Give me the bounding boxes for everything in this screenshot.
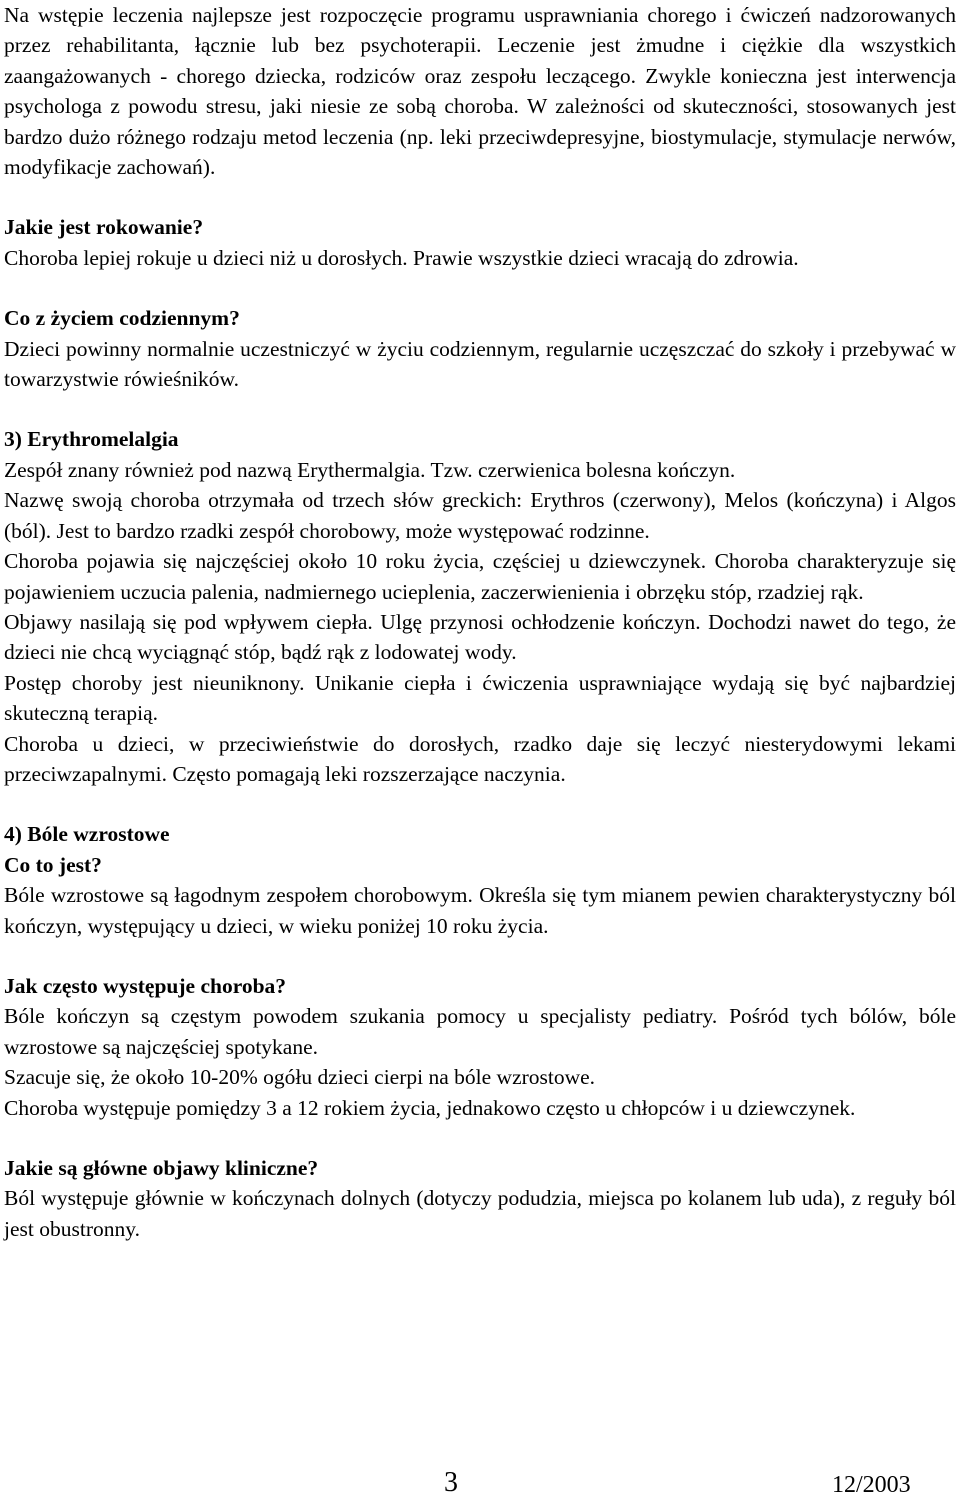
frequency-paragraph: Choroba występuje pomiędzy 3 a 12 rokiem życia, jednakowo często u chłopców i u dziewczynek. [4,1095,856,1120]
intro-paragraph: Na wstępie leczenia najlepsze jest rozpoczęcie programu usprawniania chorego i ćwiczeń nadzorowanych przez rehabilitanta, łącznie lub bez psychoterapii. Leczenie jest żmudne i ciężkie dla wszystkich zaangażowanych - chorego dziecka, rodziców oraz zespołu leczącego. Zwykle konieczna jest interwencja psychologa z powodu stresu, jaki niesie ze sobą choroba. W zależności od skuteczności, stosowanych jest bardzo dużo różnego rodzaju metod leczenia (np. leki przeciwdepresyjne, biostymulacje, stymulacje nerwów, modyfikacje zachowań). [4,3,956,180]
erythromelalgia-paragraph: Choroba pojawia się najczęściej około 10 roku życia, częściej u dziewczynek. Choroba charakteryzuje się pojawieniem uczucia palenia, nadmiernego ucieplenia, zaczerwienienia i obrzęku stóp, rzadziej rąk. [4,549,956,604]
erythromelalgia-paragraph: Zespół znany również pod nazwą Erythermalgia. Tzw. czerwienica bolesna kończyn. [4,457,736,482]
growing-pains-heading: 4) Bóle wzrostowe [4,822,170,847]
erythromelalgia-paragraph: Choroba u dzieci, w przeciwieństwie do dorosłych, rzadko daje się leczyć niesterydowymi lekami przeciwzapalnymi. Często pomagają leki rozszerzające naczynia. [4,731,956,786]
prognosis-text: Choroba lepiej rokuje u dzieci niż u dorosłych. Prawie wszystkie dzieci wracają do zdrowia. [4,245,799,270]
footer-date: 12/2003 [832,1472,911,1498]
erythromelalgia-paragraph: Nazwę swoją choroba otrzymała od trzech słów greckich: Erythros (czerwony), Melos (kończyna) i Algos (ból). Jest to bardzo rzadki zespół chorobowy, może występować rodzinne. [4,488,956,543]
page-number: 3 [444,1467,458,1498]
daily-life-text: Dzieci powinny normalnie uczestniczyć w życiu codziennym, regularnie uczęszczać do szkoły i przebywać w towarzystwie rówieśników. [4,336,956,392]
frequency-paragraph: Bóle kończyn są częstym powodem szukania pomocy u specjalisty pediatry. Pośród tych bólów, bóle wzrostowe są najczęściej spotykane. [4,1004,956,1059]
erythromelalgia-paragraph: Postęp choroby jest nieuniknony. Unikanie ciepła i ćwiczenia usprawniające wydają się być najbardziej skuteczną terapią. [4,670,956,726]
symptoms-text: Ból występuje głównie w kończynach dolnych (dotyczy podudzia, miejsca po kolanem lub uda), z reguły ból jest obustronny. [4,1186,956,1241]
symptoms-heading: Jakie są główne objawy kliniczne? [4,1156,319,1180]
frequency-heading: Jak często występuje choroba? [4,973,287,998]
growing-pains-text: Bóle wzrostowe są łagodnym zespołem chorobowym. Określa się tym mianem pewien charakterystyczny ból kończyn, występujący u dzieci, w wieku poniżej 10 roku życia. [4,883,956,938]
daily-life-heading: Co z życiem codziennym? [4,306,240,331]
prognosis-heading: Jakie jest rokowanie? [4,215,204,240]
erythromelalgia-paragraph: Objawy nasilają się pod wpływem ciepła. Ulgę przynosi ochłodzenie kończyn. Dochodzi nawet do tego, że dzieci nie chcą wyciągnąć stóp, bądź rąk z lodowatej wody. [4,609,956,665]
document-page [4,0,956,1244]
frequency-paragraph: Szacuje się, że około 10-20% ogółu dzieci cierpi na bóle wzrostowe. [4,1065,596,1090]
erythromelalgia-heading: 3) Erythromelalgia [4,427,179,452]
what-is-it-heading: Co to jest? [4,852,102,877]
